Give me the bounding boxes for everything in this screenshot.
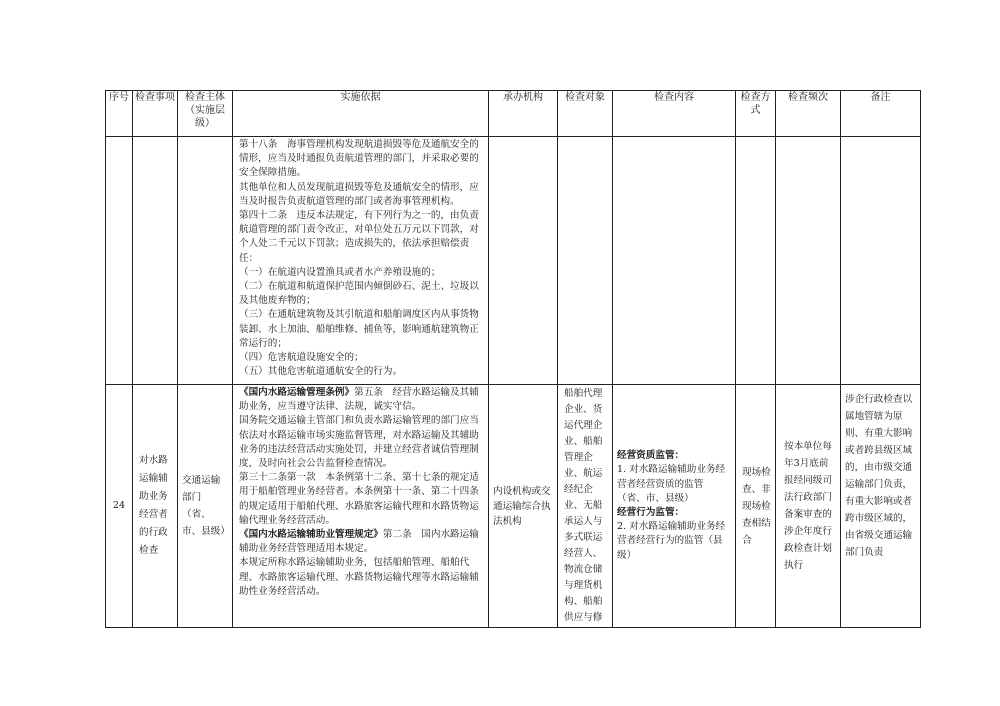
header-remarks: 备注	[841, 91, 921, 137]
cont-basis-cell	[233, 137, 489, 385]
header-content: 检查内容	[613, 91, 736, 137]
content-item-2: 2. 对水路运输辅助业务经营者经营行为的监管（县级）	[617, 521, 726, 561]
row24-frequency: 按本单位每年3月底前报经同级司法行政部门备案审查的涉企年度行政检查计划执行	[776, 385, 841, 628]
cont-subject-cell	[178, 137, 233, 385]
regulation-title-2: 《国内水路运输辅助业管理规定》	[239, 529, 383, 541]
table-row-24	[106, 385, 921, 628]
regulation-title-1: 《国内水路运输管理条例》	[239, 387, 355, 398]
basis-line: （四）危害航道设施安全的；	[239, 352, 364, 364]
basis-line: （一）在航道内设置渔具或者水产养殖设施的；	[239, 266, 441, 278]
basis-line: 第十八条 海事管理机构发现航道损毁等危及通航安全的情形，应当及时通报负责航道管理的部门，并采取必要的安全保障措施。	[239, 139, 479, 179]
cont-agency-cell	[489, 137, 558, 385]
table-row-continuation	[106, 137, 921, 385]
regulation-paragraph: 国务院交通运输主管部门和负责水路运输管理的部门应当依法对水路运输市场实施监督管理，对水路运输及其辅助业务的违法经营活动实施处罚，并建立经营者诚信管理制度，及时向社会公告监督检查情况。	[239, 415, 479, 470]
regulation-article-2: 第二条 国内水路运输辅助业务经营管理适用本规定。	[239, 529, 479, 555]
regulation-article-5: 第五条 经营水路运输及其辅助业务，应当遵守法律、法规，诚实守信。	[239, 387, 479, 413]
header-subject: 检查主体（实施层级）	[178, 91, 233, 137]
row24-agency: 内设机构或交通运输综合执法机构	[489, 385, 558, 628]
cont-object-cell	[558, 137, 613, 385]
cont-frequency-cell	[776, 137, 841, 385]
content-item-1: 1. 对水路运输辅助业务经营者经营资质的监管（省、市、县级）	[617, 464, 726, 504]
row24-content	[613, 385, 736, 628]
row24-method: 现场检查、非现场检查相结合	[736, 385, 776, 628]
header-frequency: 检查频次	[776, 91, 841, 137]
row24-subject: 交通运输部门（省、市、县级）	[178, 385, 233, 628]
row24-seq: 24	[106, 385, 133, 628]
basis-line: 第四十二条 违反本法规定，有下列行为之一的，由负责航道管理的部门责令改正，对单位处五万元以下罚款，对个人处二千元以下罚款；造成损失的，依法承担赔偿责任：	[239, 210, 479, 264]
row24-remarks: 涉企行政检查以属地管辖为原则、有重大影响或者跨县级区域的，由市级交通运输部门负责，有重大影响或者跨市级区域的，由省级交通运输部门负责	[841, 385, 921, 628]
header-method: 检查方式	[736, 91, 776, 137]
cont-seq-cell	[106, 137, 133, 385]
row24-object: 船舶代理企业、货运代理企业、船舶管理企业、航运经纪企业、无船承运人与多式联运经营人、物流仓储与理货机构、船舶供应与修	[558, 385, 613, 628]
basis-line: （五）其他危害航道通航安全的行为。	[239, 366, 403, 378]
basis-line: 其他单位和人员发现航道损毁等危及通航安全的情形，应当及时报告负责航道管理的部门或者海事管理机构。	[239, 181, 479, 207]
content-heading-qualification: 经营资质监管：	[617, 450, 685, 462]
header-object: 检查对象	[558, 91, 613, 137]
content-heading-behavior: 经营行为监管：	[617, 507, 685, 518]
header-agency: 承办机构	[489, 91, 558, 137]
header-basis: 实施依据	[233, 91, 489, 137]
header-item: 检查事项	[133, 91, 178, 137]
table-header-row	[106, 91, 921, 137]
basis-line: （三）在通航建筑物及其引航道和船舶调度区内从事货物装卸、水上加油、船舶维修、捕鱼等，影响通航建筑物正常运行的；	[239, 309, 479, 349]
cont-item-cell	[133, 137, 178, 385]
row24-basis	[233, 385, 489, 628]
cont-content-cell	[613, 137, 736, 385]
basis-line: （二）在航道和航道保护范围内倾倒砂石、泥土、垃圾以及其他废弃物的；	[239, 281, 479, 307]
regulation-paragraph: 本规定所称水路运输辅助业务，包括船舶管理、船舶代理、水路旅客运输代理、水路货物运输代理等水路运输辅助性业务经营活动。	[239, 557, 479, 597]
header-seq: 序号	[106, 91, 133, 137]
cont-method-cell	[736, 137, 776, 385]
regulation-article-32: 第三十二条第一款 本条例第十二条、第十七条的规定适用于船舶管理业务经营者。本条例第十一条、第二十四条的规定适用于船舶代理、水路旅客运输代理和水路货物运输代理业务经营活动。	[239, 472, 479, 526]
row24-item: 对水路运输辅助业务经营者的行政检查	[133, 385, 178, 628]
inspection-table	[105, 90, 921, 628]
cont-remarks-cell	[841, 137, 921, 385]
